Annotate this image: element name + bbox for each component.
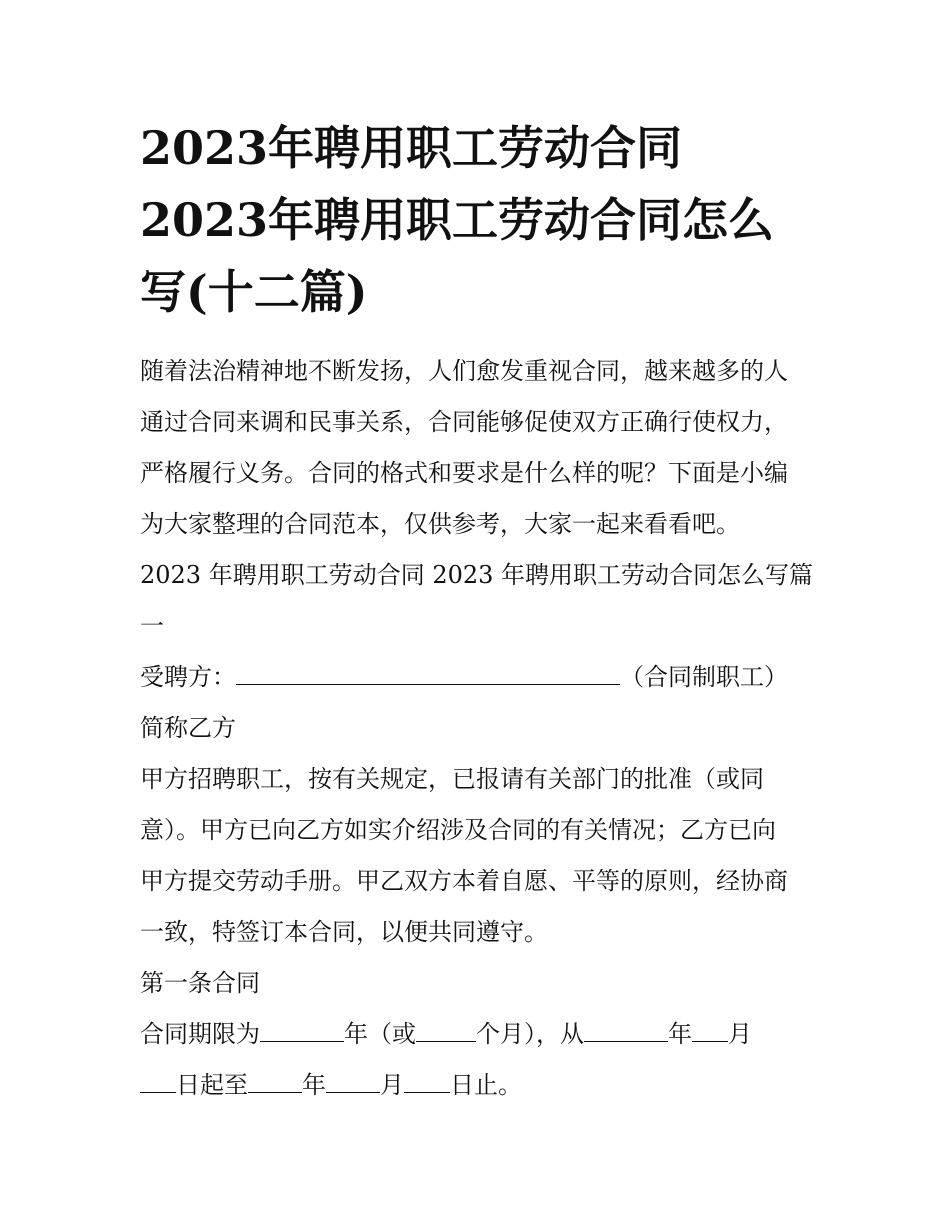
section-heading-line-2: 一 bbox=[140, 612, 164, 640]
term-part-4: 年 bbox=[668, 1020, 692, 1048]
start-year-blank bbox=[584, 1021, 668, 1042]
document-body bbox=[140, 346, 820, 1111]
end-day-blank bbox=[404, 1072, 450, 1093]
term-part-6: 日起至 bbox=[176, 1071, 248, 1099]
term-part-8: 月 bbox=[380, 1071, 404, 1099]
document-title bbox=[140, 112, 820, 328]
employee-suffix: （合同制职工） bbox=[620, 663, 788, 691]
title-line-2: 2023年聘用职工劳动合同怎么 bbox=[140, 193, 775, 247]
term-part-9: 日止。 bbox=[450, 1071, 522, 1099]
article-one-title: 第一条合同 bbox=[140, 969, 260, 997]
document-page bbox=[140, 112, 820, 1111]
employee-line bbox=[140, 652, 820, 703]
preamble-line-4: 一致，特签订本合同，以便共同遵守。 bbox=[140, 918, 548, 946]
term-years-blank bbox=[260, 1021, 344, 1042]
title-line-1: 2023年聘用职工劳动合同 bbox=[140, 121, 683, 175]
start-day-blank bbox=[140, 1072, 176, 1093]
end-month-blank bbox=[326, 1072, 380, 1093]
title-line-3: 写(十二篇) bbox=[140, 265, 368, 319]
intro-line-2: 通过合同来调和民事关系，合同能够促使双方正确行使权力， bbox=[140, 408, 788, 436]
employee-label: 受聘方： bbox=[140, 663, 236, 691]
intro-line-1: 随着法治精神地不断发扬，人们愈发重视合同，越来越多的人 bbox=[140, 357, 788, 385]
term-part-7: 年 bbox=[302, 1071, 326, 1099]
start-month-blank bbox=[692, 1021, 728, 1042]
employee-name-blank bbox=[236, 664, 620, 685]
employee-short-line: 简称乙方 bbox=[140, 714, 236, 742]
preamble-line-3: 甲方提交劳动手册。甲乙双方本着自愿、平等的原则，经协商 bbox=[140, 867, 788, 895]
term-part-5: 月 bbox=[728, 1020, 752, 1048]
end-year-blank bbox=[248, 1072, 302, 1093]
preamble-line-1: 甲方招聘职工，按有关规定，已报请有关部门的批准（或同 bbox=[140, 765, 764, 793]
preamble-line-2: 意）。甲方已向乙方如实介绍涉及合同的有关情况；乙方已向 bbox=[140, 816, 776, 844]
term-months-blank bbox=[416, 1021, 476, 1042]
term-part-2: 年（或 bbox=[344, 1020, 416, 1048]
intro-line-4: 为大家整理的合同范本，仅供参考，大家一起来看看吧。 bbox=[140, 510, 740, 538]
term-line-1 bbox=[140, 1009, 820, 1060]
term-line-2 bbox=[140, 1060, 820, 1111]
section-heading-line-1: 2023 年聘用职工劳动合同 2023 年聘用职工劳动合同怎么写篇 bbox=[140, 561, 814, 589]
term-part-1: 合同期限为 bbox=[140, 1020, 260, 1048]
term-part-3: 个月），从 bbox=[476, 1020, 584, 1048]
intro-line-3: 严格履行义务。合同的格式和要求是什么样的呢？下面是小编 bbox=[140, 459, 788, 487]
